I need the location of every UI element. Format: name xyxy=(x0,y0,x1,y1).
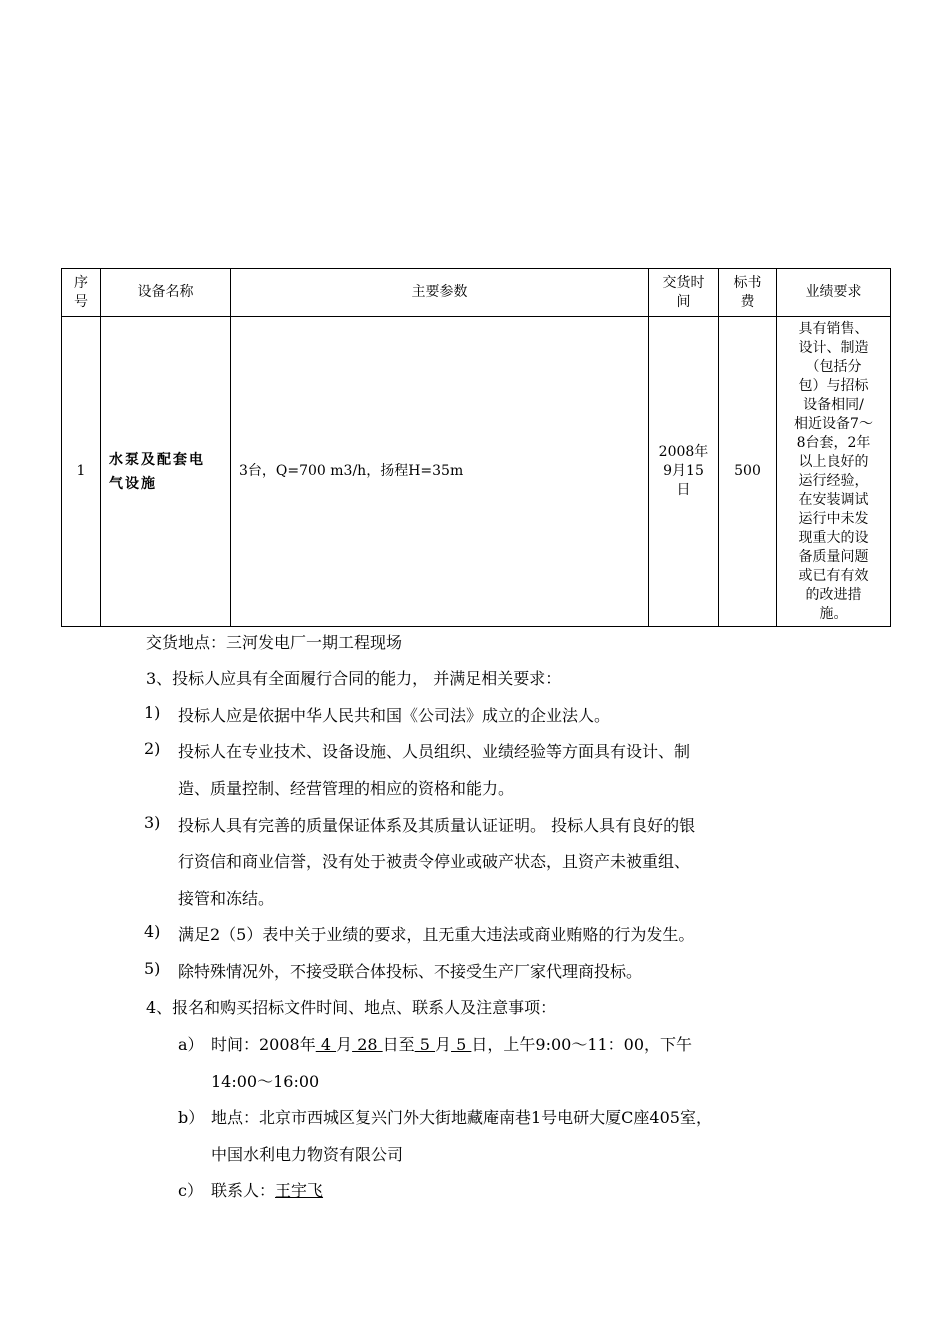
sub-a-time-line xyxy=(211,1032,692,1055)
header-fee xyxy=(719,269,777,317)
performance-line: 具有销售、 xyxy=(798,320,869,337)
equipment-name-line: 气设施 xyxy=(109,475,157,492)
sub-c-contact-line xyxy=(211,1178,323,1201)
performance-line: （包括分 xyxy=(805,358,862,375)
cell-delivery xyxy=(649,317,719,627)
table-header-row xyxy=(62,269,891,317)
item-3-text-line: 投标人具有完善的质量保证体系及其质量认证证明。 投标人具有良好的银 xyxy=(178,816,696,835)
end-day: 5 xyxy=(451,1035,472,1054)
header-delivery xyxy=(649,269,719,317)
delivery-place: 交货地点：三河发电厂一期工程现场 xyxy=(146,633,403,652)
item-1-text: 投标人应是依据中华人民共和国《公司法》成立的企业法人。 xyxy=(178,706,611,725)
equipment-name-line: 水泵及配套电 xyxy=(109,451,205,468)
performance-line: 的改进措 xyxy=(805,586,862,603)
performance-line: 或已有有效 xyxy=(798,567,869,584)
header-name: 设备名称 xyxy=(101,269,231,317)
performance-line: 备质量问题 xyxy=(798,548,869,565)
header-seq-line: 号 xyxy=(74,293,88,310)
performance-line: 设计、制造 xyxy=(798,339,869,356)
sub-a-number: a） xyxy=(178,1035,204,1054)
header-seq-line: 序 xyxy=(74,274,88,291)
sub-b-address-line: 地点：北京市西城区复兴门外大街地藏庵南巷1号电研大厦C座405室， xyxy=(211,1108,712,1127)
section-3-heading: 3、投标人应具有全面履行合同的能力， 并满足相关要求： xyxy=(146,669,562,688)
cell-performance xyxy=(777,317,891,627)
section-4-heading: 4、报名和购买招标文件时间、地点、联系人及注意事项： xyxy=(146,998,557,1017)
item-2-text-line: 造、质量控制、经营管理的相应的资格和能力。 xyxy=(178,779,515,798)
time-prefix: 时间：2008年 xyxy=(211,1035,316,1054)
performance-line: 施。 xyxy=(819,605,848,622)
end-month: 5 xyxy=(414,1035,436,1054)
item-3-text-line: 行资信和商业信誉，没有处于被责令停业或破产状态，且资产未被重组、 xyxy=(178,852,691,871)
item-4-number: 4) xyxy=(144,922,161,941)
item-2-number: 2) xyxy=(144,739,161,758)
start-month: 4 xyxy=(315,1035,337,1054)
item-2-text-line: 投标人在专业技术、设备设施、人员组织、业绩经验等方面具有设计、制 xyxy=(178,742,691,761)
delivery-line: 2008年 xyxy=(658,444,709,460)
item-3-number: 3) xyxy=(144,813,161,832)
performance-line: 运行中未发 xyxy=(798,510,869,527)
performance-line: 设备相同/ xyxy=(803,396,864,413)
item-5-text: 除特殊情况外，不接受联合体投标、不接受生产厂家代理商投标。 xyxy=(178,962,643,981)
delivery-line: 9月15 xyxy=(663,463,704,479)
header-performance: 业绩要求 xyxy=(777,269,891,317)
item-3-text-line: 接管和冻结。 xyxy=(178,889,275,908)
performance-line: 在安装调试 xyxy=(798,491,869,508)
header-fee-line: 费 xyxy=(740,293,755,310)
performance-line: 运行经验， xyxy=(798,472,869,489)
cell-fee: 500 xyxy=(719,317,777,627)
header-delivery-line: 间 xyxy=(676,293,691,310)
sub-b-number: b） xyxy=(178,1108,205,1127)
header-params: 主要参数 xyxy=(231,269,649,317)
start-day: 28 xyxy=(352,1035,383,1054)
sub-a-time-line-2: 14:00～16:00 xyxy=(211,1072,320,1091)
equipment-table xyxy=(61,268,891,627)
day-to-label: 日至 xyxy=(382,1035,415,1054)
performance-line: 以上良好的 xyxy=(798,453,869,470)
month-label: 月 xyxy=(435,1035,452,1054)
header-fee-line: 标书 xyxy=(733,274,762,291)
item-1-number: 1) xyxy=(144,703,161,722)
sub-c-number: c） xyxy=(178,1181,203,1200)
table-row xyxy=(62,317,891,627)
item-5-number: 5) xyxy=(144,959,161,978)
performance-line: 相近设备7～ xyxy=(794,415,873,432)
delivery-line: 日 xyxy=(676,482,691,498)
contact-name: 王宇飞 xyxy=(275,1181,324,1200)
item-4-text: 满足2（5）表中关于业绩的要求，且无重大违法或商业贿赂的行为发生。 xyxy=(178,925,695,944)
header-seq xyxy=(62,269,101,317)
contact-label: 联系人： xyxy=(211,1181,276,1200)
hours-text: 日，上午9:00～11：00，下午 xyxy=(471,1035,693,1054)
sub-b-company-line: 中国水利电力物资有限公司 xyxy=(211,1145,404,1164)
performance-line: 现重大的设 xyxy=(798,529,869,546)
cell-params: 3台，Q=700 m3/h，扬程H=35m xyxy=(231,317,649,627)
header-delivery-line: 交货时 xyxy=(662,274,705,291)
performance-line: 8台套，2年 xyxy=(796,434,871,451)
month-label: 月 xyxy=(336,1035,353,1054)
cell-equipment-name xyxy=(101,317,231,627)
cell-seq: 1 xyxy=(62,317,101,627)
performance-line: 包）与招标 xyxy=(798,377,869,394)
